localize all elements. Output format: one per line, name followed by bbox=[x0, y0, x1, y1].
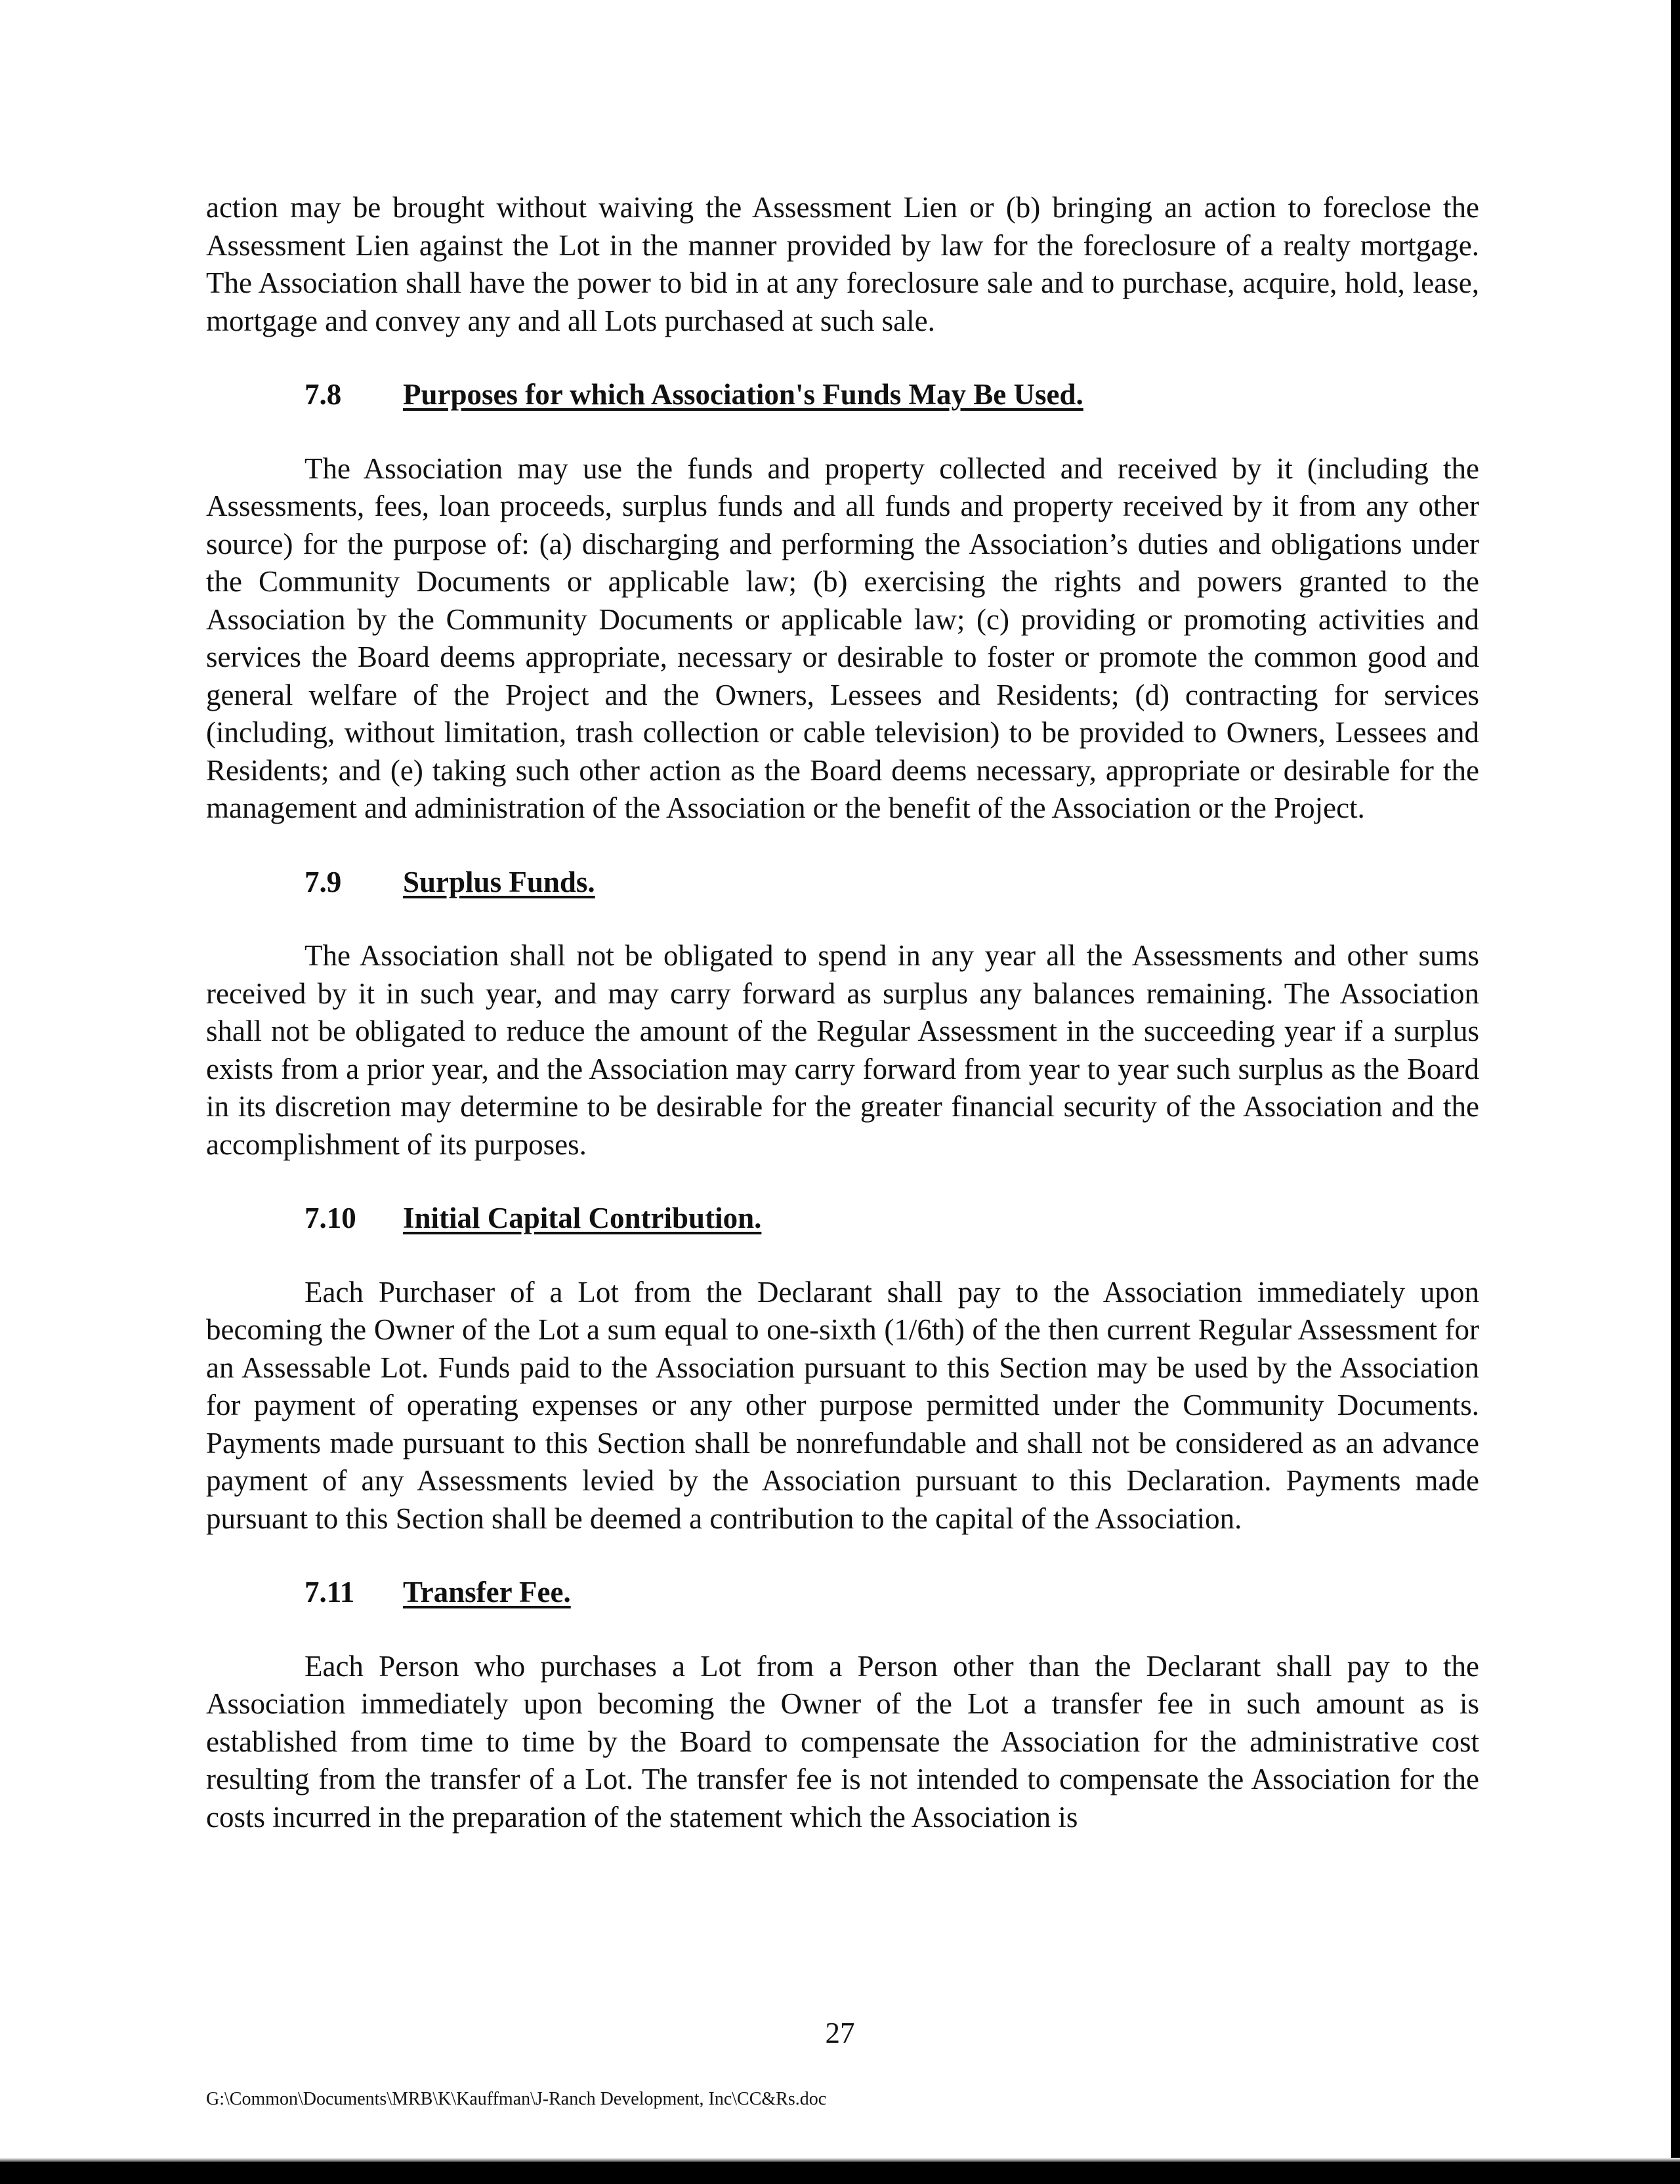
section-number: 7.9 bbox=[304, 865, 342, 898]
continuation-paragraph: action may be brought without waiving the Assessment Lien or (b) bringing an action to foreclose the Assessment Lien against the Lot in the manner provided by law for the foreclosure of a realty mortgage. The Association shall have the power to bid in at any foreclosure sale and to purchase, acquire, hold, lease, mortgage and convey any and all Lots purchased at such sale. bbox=[206, 191, 1479, 337]
section-heading-7-8 bbox=[206, 376, 1479, 414]
scan-edge-bottom bbox=[0, 2162, 1680, 2184]
section-title: Purposes for which Association's Funds May Be Used. bbox=[403, 378, 1083, 411]
section-number: 7.10 bbox=[304, 1202, 356, 1234]
section-body-7-9: The Association shall not be obligated to spend in any year all the Assessments and other sums received by it in such year, and may carry forward as surplus any balances remaining. The Association shall not be obligated to reduce the amount of the Regular Assessment in the succeeding year if a surplus exists from a prior year, and the Association may carry forward from year to year such surplus as the Board in its discretion may determine to be desirable for the greater financial security of the Association and the accomplishment of its purposes. bbox=[206, 939, 1479, 1161]
section-heading-7-11 bbox=[206, 1574, 1479, 1612]
section-heading-7-9 bbox=[206, 864, 1479, 902]
section-body-7-8: The Association may use the funds and property collected and received by it (including the Assessments, fees, loan proceeds, surplus funds and all funds and property received by it from any other source) for the purpose of: (a) discharging and performing the Association’s duties and obligations under the Community Documents or applicable law; (b) exercising the rights and powers granted to the Association by the Community Documents or applicable law; (c) providing or promoting activities and services the Board deems appropriate, necessary or desirable to foster or promote the common good and general welfare of the Project and the Owners, Lessees and Residents; (d) contracting for services (including, without limitation, trash collection or cable television) to be provided to Owners, Lessees and Residents; and (e) taking such other action as the Board deems necessary, appropriate or desirable for the management and administration of the Association or the benefit of the Association or the Project. bbox=[206, 452, 1479, 824]
section-number: 7.8 bbox=[304, 378, 342, 411]
scan-edge-right bbox=[1671, 0, 1680, 2184]
section-title: Initial Capital Contribution. bbox=[403, 1202, 762, 1234]
page-number: 27 bbox=[825, 2017, 855, 2049]
section-title: Surplus Funds. bbox=[403, 865, 595, 898]
section-body-7-11: Each Person who purchases a Lot from a Person other than the Declarant shall pay to the Association immediately upon becoming the Owner of the Lot a transfer fee in such amount as is established from time to time by the Board to compensate the Association for the administrative cost resulting from the transfer of a Lot. The transfer fee is not intended to compensate the Association for the costs incurred in the preparation of the statement which the Association is bbox=[206, 1649, 1479, 1834]
footer-file-path: G:\Common\Documents\MRB\K\Kauffman\J-Ranch Development, Inc\CC&Rs.doc bbox=[206, 2089, 827, 2109]
section-body-7-10: Each Purchaser of a Lot from the Declarant shall pay to the Association immediately upon becoming the Owner of the Lot a sum equal to one-sixth (1/6th) of the then current Regular Assessment for an Assessable Lot. Funds paid to the Association pursuant to this Section may be used by the Association for payment of operating expenses or any other purpose permitted under the Community Documents. Payments made pursuant to this Section shall be nonrefundable and shall not be considered as an advance payment of any Assessments levied by the Association pursuant to this Declaration. Payments made pursuant to this Section shall be deemed a contribution to the capital of the Association. bbox=[206, 1275, 1479, 1535]
document-body bbox=[206, 189, 1479, 1836]
section-heading-7-10 bbox=[206, 1200, 1479, 1238]
section-title: Transfer Fee. bbox=[403, 1576, 571, 1608]
section-number: 7.11 bbox=[304, 1576, 355, 1608]
